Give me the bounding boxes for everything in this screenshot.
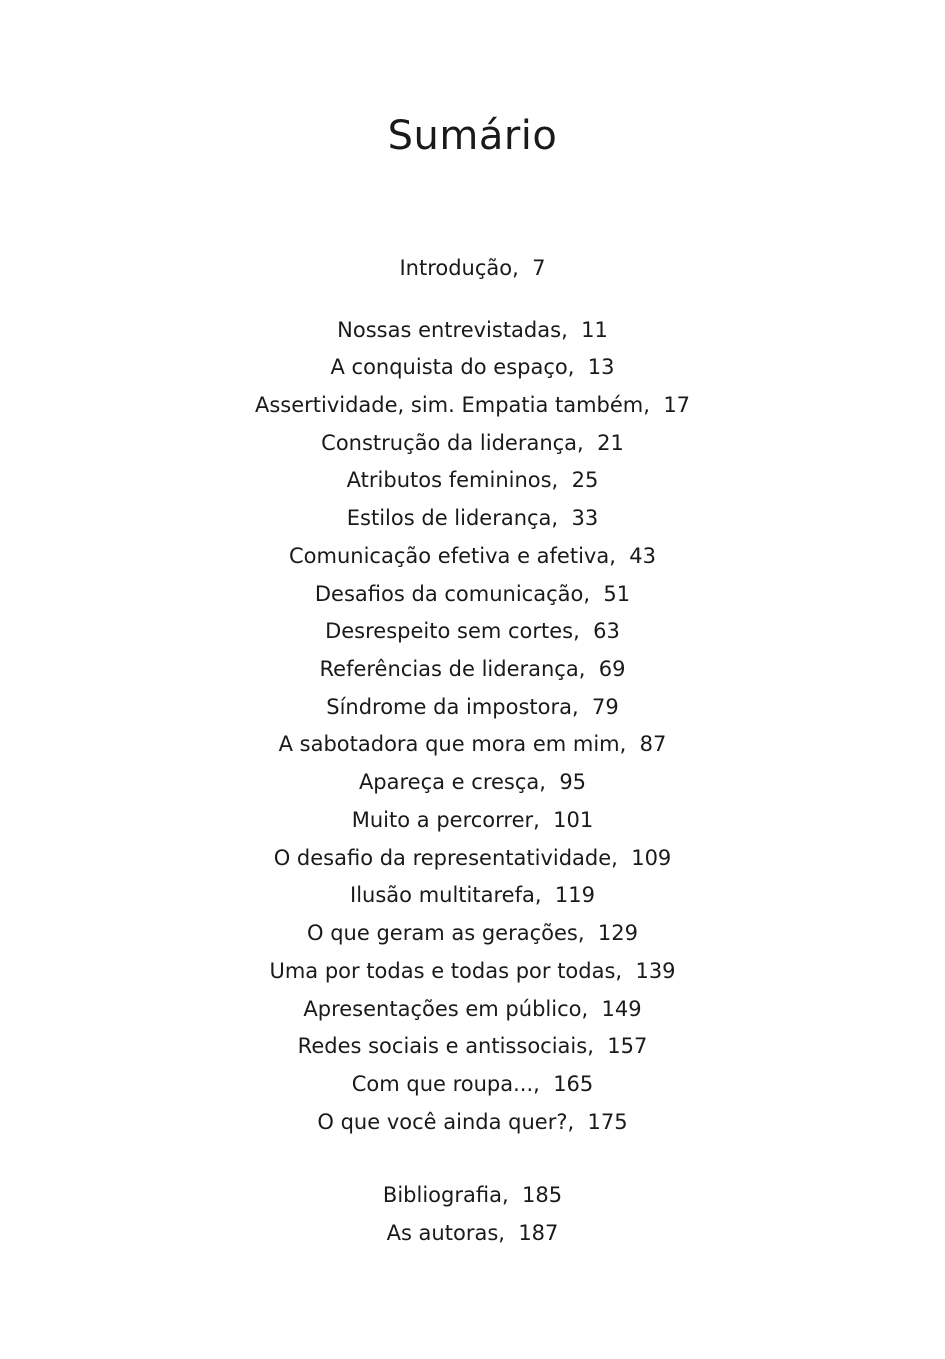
toc-entry-label: Síndrome da impostora, [326,695,579,719]
toc-entry [0,390,945,420]
toc-entry-page: 21 [597,431,624,455]
toc-entry [0,1107,945,1137]
toc-entry [0,352,945,382]
toc-entry-label: Desafios da comunicação, [314,582,591,606]
toc-entry-label: A conquista do espaço, [330,355,575,379]
toc-entry [0,654,945,684]
toc-entry-page: 17 [663,393,691,417]
toc-entry-page: 69 [598,657,626,681]
toc-entry-label: O que você ainda quer?, [317,1110,575,1134]
toc-entry-page: 11 [581,318,608,342]
toc-entry [0,1031,945,1061]
toc-entry [0,880,945,910]
toc-entry-page: 119 [554,883,595,907]
toc-entry-page: 185 [521,1183,563,1207]
toc-entry-page: 79 [592,695,619,719]
toc-entry-label: Referências de liderança, [319,657,586,681]
toc-entry-label: Apresentações em público, [303,997,589,1021]
toc-entry-label: Atributos femininos, [346,468,559,492]
toc-entry-label: Com que roupa..., [351,1072,540,1096]
toc-entry-bibliografia [0,1180,945,1210]
toc-entry [0,805,945,835]
toc-entry [0,616,945,646]
toc-entry-page: 149 [601,997,642,1021]
toc-entry-page: 175 [587,1110,628,1134]
toc-entry-autoras [0,1218,945,1248]
toc-entry-page: 87 [639,732,667,756]
toc-entry-label: Bibliografia, [382,1183,509,1207]
toc-entry-page: 139 [635,959,676,983]
toc-entry-label: O que geram as gerações, [307,921,585,945]
toc-entry [0,579,945,609]
toc-entry-page: 33 [571,506,599,530]
toc-entry [0,767,945,797]
toc-entry-label: Desrespeito sem cortes, [325,619,580,643]
toc-entry-label: Redes sociais e antissociais, [297,1034,594,1058]
toc-entry-page: 63 [593,619,620,643]
toc-entry-label: Ilusão multitarefa, [350,883,542,907]
toc-entry-page: 25 [571,468,599,492]
toc-entry-label: Assertividade, sim. Empatia também, [254,393,650,417]
toc-entry [0,428,945,458]
toc-entry [0,956,945,986]
toc-entry-label: O desafio da representatividade, [273,846,618,870]
toc-entry-label: A sabotadora que mora em mim, [278,732,627,756]
toc-entry [0,843,945,873]
toc-entry [0,541,945,571]
toc-entry-label: Apareça e cresça, [358,770,546,794]
toc-entry [0,315,945,345]
toc-entry [0,994,945,1024]
toc-entry [0,918,945,948]
toc-entry-label: Uma por todas e todas por todas, [269,959,623,983]
toc-entry-page: 129 [597,921,638,945]
toc-entry [0,1069,945,1099]
toc-entry-page: 7 [532,256,546,280]
toc-entry [0,729,945,759]
toc-entry-page: 13 [587,355,615,379]
toc-entry-page: 187 [518,1221,559,1245]
page-title: Sumário [387,113,558,159]
toc-entry-label: Nossas entrevistadas, [337,318,568,342]
toc-entry-page: 43 [629,544,656,568]
toc-entry-label: Construção da liderança, [321,431,584,455]
toc-entry-page: 51 [603,582,631,606]
toc-entry-page: 109 [631,846,672,870]
toc-entry-label: Estilos de liderança, [346,506,559,530]
toc-entry-label: As autoras, [386,1221,505,1245]
toc-entry [0,503,945,533]
toc-entry-page: 95 [559,770,587,794]
toc-entry-label: Introdução, [399,256,519,280]
toc-entry-label: Comunicação efetiva e afetiva, [289,544,616,568]
toc-entry [0,692,945,722]
toc-entry-page: 157 [607,1034,648,1058]
toc-entry [0,465,945,495]
toc-entry-introducao [0,253,945,283]
toc-entry-label: Muito a percorrer, [351,808,540,832]
toc-entry-page: 165 [553,1072,594,1096]
toc-entry-page: 101 [553,808,594,832]
